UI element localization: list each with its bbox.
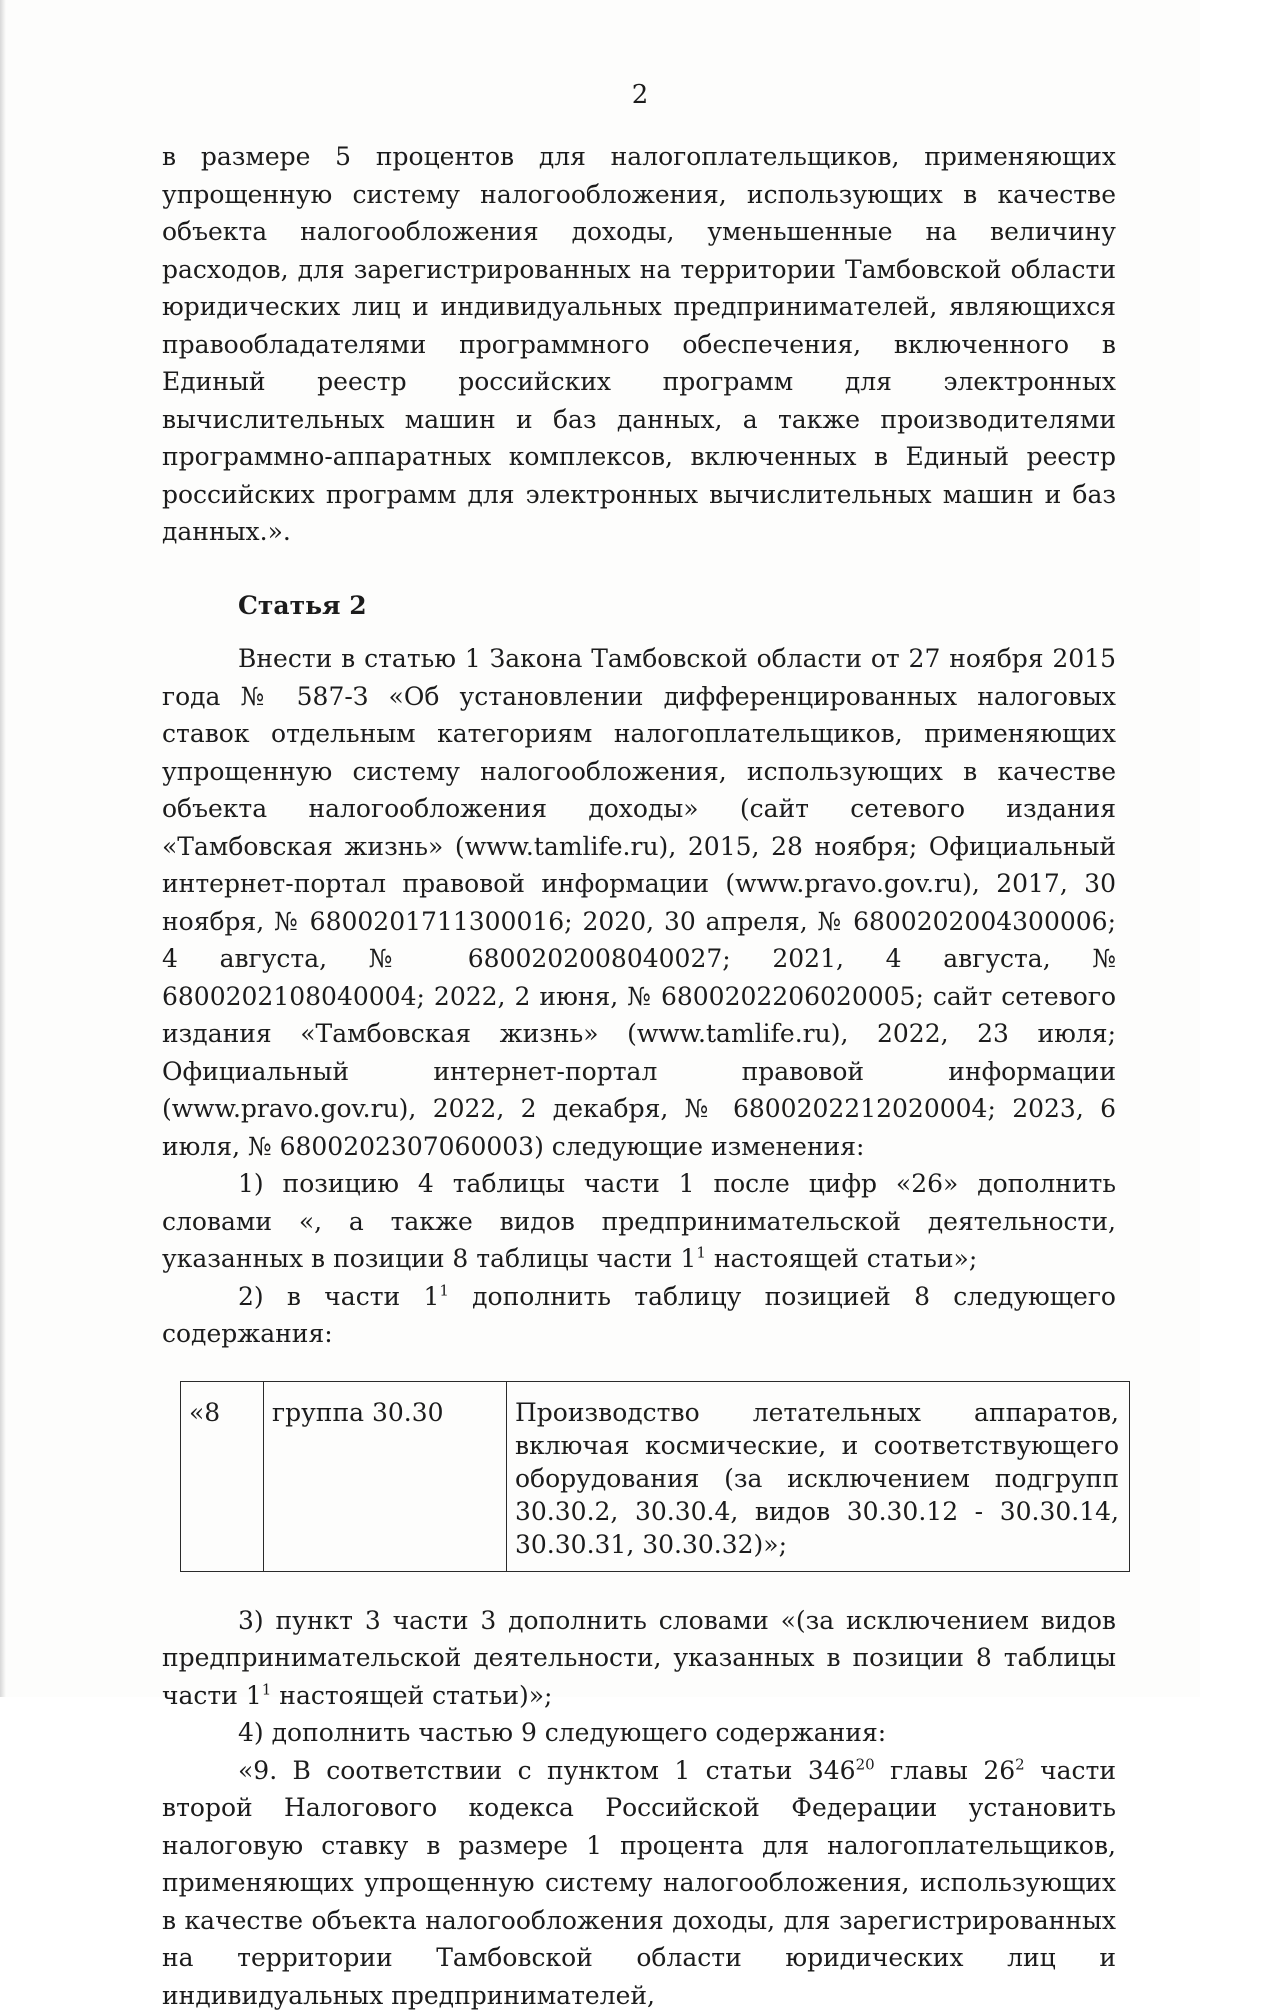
amendment-item-4: 4) дополнить частью 9 следующего содержания: [162, 1714, 1116, 1752]
amendment-item-4-text [162, 1752, 1116, 2014]
superscript: 1 [696, 1244, 706, 1262]
amendment-item-3-tail: настоящей статьи)»; [271, 1681, 552, 1710]
table-cell-number: «8 [181, 1381, 264, 1571]
part-9-text-3: части второй Налогового кодекса Российской Федерации установить налоговую ставку в размере 1 процента для налогоплательщиков, применяющих упрощенную систему налогообложения, использующих в качестве объекта налогообложения доходы, для зарегистрированных на территории Тамбовской области юридических лиц и индивидуальных предпринимателей, [162, 1756, 1116, 2010]
superscript: 1 [439, 1281, 449, 1299]
table-cell-description: Производство летательных аппаратов, включая космические, и соответствующего оборудования (за исключением подгрупп 30.30.2, 30.30.4, видов 30.30.12 - 30.30.14, 30.30.31, 30.30.32)»; [507, 1381, 1130, 1571]
table-cell-group: группа 30.30 [264, 1381, 507, 1571]
article-paragraph: Внести в статью 1 Закона Тамбовской области от 27 ноября 2015 года № 587-З «Об установлении дифференцированных налоговых ставок отдельным категориям налогоплательщиков, применяющих упрощенную систему налогообложения, использующих в качестве объекта налогообложения доходы» (сайт сетевого издания «Тамбовская жизнь» (www.tamlife.ru), 2015, 28 ноября; Официальный интернет-портал правовой информации (www.pravo.gov.ru), 2017, 30 ноября, № 6800201711300016; 2020, 30 апреля, № 6800202004300006; 4 августа, № 6800202008040027; 2021, 4 августа, № 6800202108040004; 2022, 2 июня, № 6800202206020005; сайт сетевого издания «Тамбовская жизнь» (www.tamlife.ru), 2022, 23 июля; Официальный интернет-портал правовой информации (www.pravo.gov.ru), 2022, 2 декабря, № 6800202212020004; 2023, 6 июля, № 6800202307060003) следующие изменения: [162, 640, 1116, 1165]
table-row [181, 1381, 1130, 1571]
article-heading: Статья 2 [238, 587, 1116, 625]
amendment-item-2-text: 2) в части 1 [238, 1282, 439, 1311]
intro-paragraph: в размере 5 процентов для налогоплательщиков, применяющих упрощенную систему налогообложения, использующих в качестве объекта налогообложения доходы, уменьшенные на величину расходов, для зарегистрированных на территории Тамбовской области юридических лиц и индивидуальных предпринимателей, являющихся правообладателями программного обеспечения, включенного в Единый реестр российских программ для электронных вычислительных машин и баз данных, а также производителями программно-аппаратных комплексов, включенных в Единый реестр российских программ для электронных вычислительных машин и баз данных.». [162, 138, 1116, 551]
document-body [162, 138, 1116, 2014]
scan-edge-shadow [0, 0, 6, 1697]
superscript: 2 [1015, 1755, 1025, 1773]
superscript: 20 [856, 1755, 875, 1773]
amendment-item-1-text: 1) позицию 4 таблицы части 1 после цифр «26» дополнить словами «, а также видов предпринимательской деятельности, указанных в позиции 8 таблицы части 1 [162, 1169, 1116, 1273]
part-9-text-1: «9. В соответствии с пунктом 1 статьи 346 [238, 1756, 856, 1785]
amendment-item-3-text: 3) пункт 3 части 3 дополнить словами «(за исключением видов предпринимательской деятельности, указанных в позиции 8 таблицы части 1 [162, 1606, 1116, 1710]
amendment-item-2-tail: дополнить таблицу позицией 8 следующего содержания: [162, 1282, 1116, 1349]
part-9-text-2: главы 26 [875, 1756, 1015, 1785]
amendment-table [180, 1381, 1130, 1572]
amendment-item-3 [162, 1602, 1116, 1715]
amendment-item-2 [162, 1278, 1116, 1353]
amendment-item-1 [162, 1165, 1116, 1278]
superscript: 1 [262, 1680, 272, 1698]
amendment-item-1-tail: настоящей статьи»; [706, 1244, 977, 1273]
page-number: 2 [0, 80, 1280, 110]
